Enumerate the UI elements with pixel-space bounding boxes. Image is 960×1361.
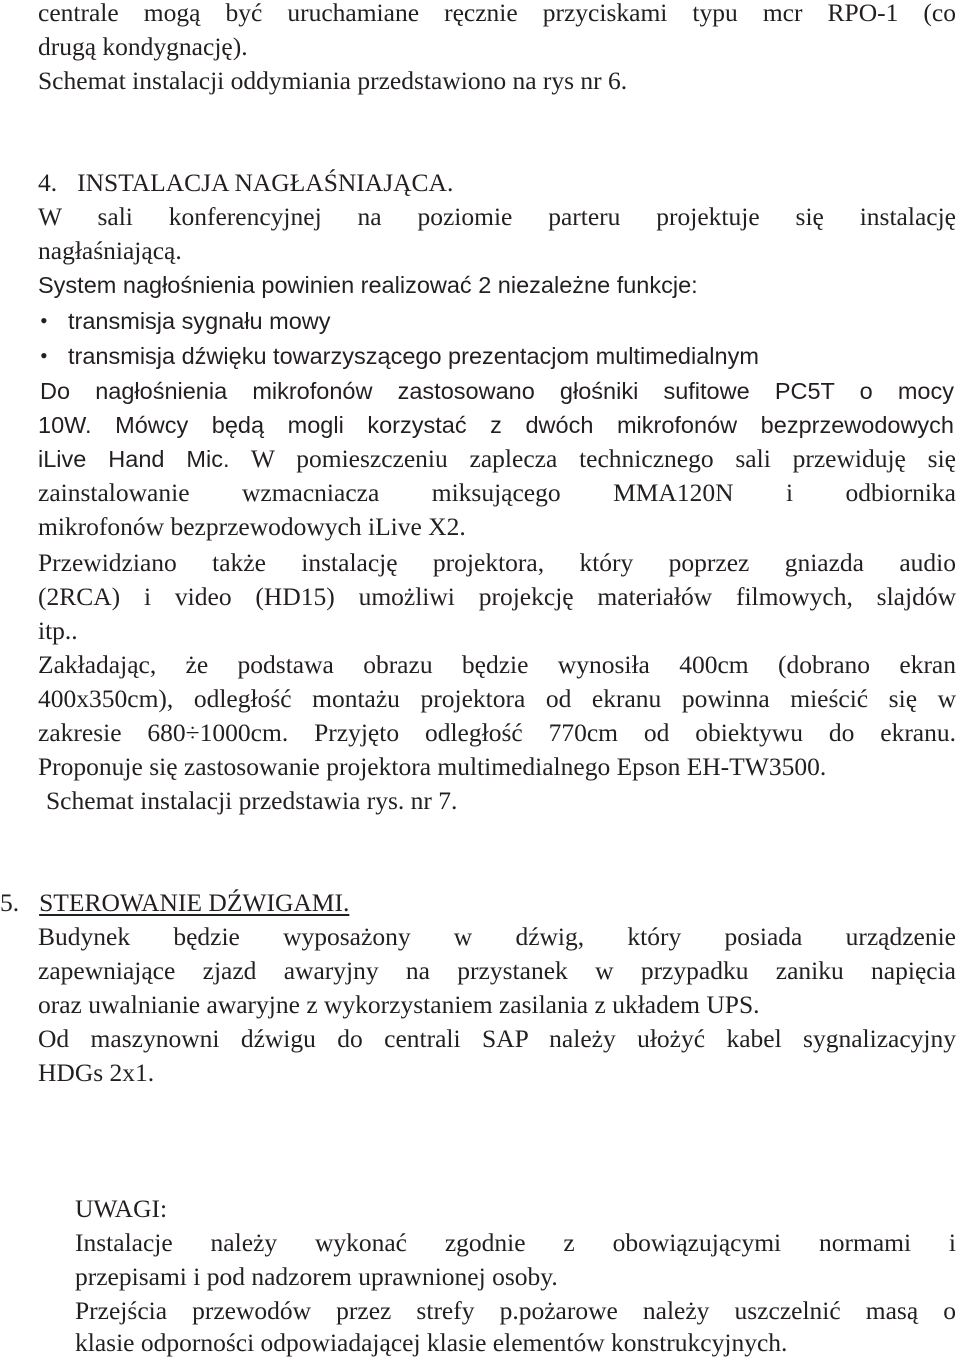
paragraph-line: mikrofonów bezprzewodowych iLive X2. — [38, 512, 466, 541]
section-5-title: STEROWANIE DŹWIGAMI. — [39, 888, 350, 917]
paragraph-line: Budynek będzie wyposażony w dźwig, który posiada urządzenie — [38, 922, 956, 951]
paragraph-line: zainstalowanie wzmacniacza miksującego MMA120N i odbiornika — [38, 478, 956, 507]
notes-line: Przejścia przewodów przez strefy p.pożarowe należy uszczelnić masą o — [75, 1296, 956, 1325]
intro-line: centrale mogą być uruchamiane ręcznie przyciskami typu mcr RPO-1 (co — [38, 0, 956, 27]
intro-line: Schemat instalacji oddymiania przedstawiono na rys nr 6. — [38, 66, 628, 95]
section-4-number: 4. — [38, 168, 58, 197]
paragraph-line: System nagłośnienia powinien realizować 2 niezależne funkcje: — [38, 272, 698, 298]
paragraph-line: Od maszynowni dźwigu do centrali SAP należy ułożyć kabel sygnalizacyjny — [38, 1024, 956, 1053]
bullet-item: transmisja dźwięku towarzyszącego prezentacjom multimedialnym — [68, 343, 759, 369]
section-5-number: 5. — [0, 888, 20, 917]
intro-line: drugą kondygnację). — [38, 32, 248, 61]
notes-title: UWAGI: — [75, 1194, 168, 1223]
paragraph-line: 10W. Mówcy będą mogli korzystać z dwóch mikrofonów bezprzewodowych — [38, 412, 954, 438]
paragraph-line: HDGs 2x1. — [38, 1058, 155, 1087]
bullet-icon: • — [40, 308, 48, 333]
section-4-title: INSTALACJA NAGŁAŚNIAJĄCA. — [77, 168, 454, 197]
paragraph-line: nagłaśniającą. — [38, 236, 182, 265]
section-5-heading — [0, 886, 956, 920]
section-4-heading — [38, 166, 956, 200]
paragraph-line: (2RCA) i video (HD15) umożliwi projekcję materiałów filmowych, slajdów — [38, 582, 956, 611]
notes-line: przepisami i pod nadzorem uprawnionej osoby. — [75, 1262, 558, 1291]
paragraph-line: itp.. — [38, 616, 78, 645]
bullet-icon: • — [40, 343, 48, 368]
paragraph-line: Proponuje się zastosowanie projektora multimedialnego Epson EH-TW3500. — [38, 752, 827, 781]
bullet-item: transmisja sygnału mowy — [68, 308, 331, 334]
notes-line: Instalacje należy wykonać zgodnie z obowiązującymi normami i — [75, 1228, 956, 1257]
paragraph-line: Przewidziano także instalację projektora, który poprzez gniazda audio — [38, 548, 956, 577]
paragraph-fragment: W pomieszczeniu zaplecza technicznego sali przewiduję się — [250, 444, 956, 473]
paragraph-line: zakresie 680÷1000cm. Przyjęto odległość 770cm od obiektywu do ekranu. — [38, 718, 956, 747]
paragraph-line: Do nagłośnienia mikrofonów zastosowano głośniki sufitowe PC5T o mocy — [40, 378, 954, 404]
paragraph-line: Zakładając, że podstawa obrazu będzie wynosiła 400cm (dobrano ekran — [38, 650, 956, 679]
paragraph-line: Schemat instalacji przedstawia rys. nr 7. — [46, 786, 458, 815]
paragraph-line: oraz uwalnianie awaryjne z wykorzystaniem zasilania z układem UPS. — [38, 990, 760, 1019]
paragraph-line: zapewniające zjazd awaryjny na przystanek w przypadku zaniku napięcia — [38, 956, 956, 985]
notes-line: klasie odporności odpowiadającej klasie elementów konstrukcyjnych. — [75, 1328, 788, 1357]
paragraph-line: W sali konferencyjnej na poziomie parteru projektuje się instalację — [38, 202, 956, 231]
paragraph-line — [38, 442, 956, 476]
paragraph-line: 400x350cm), odległość montażu projektora od ekranu powinna mieścić się w — [38, 684, 956, 713]
paragraph-fragment: iLive Hand Mic. — [38, 446, 230, 472]
